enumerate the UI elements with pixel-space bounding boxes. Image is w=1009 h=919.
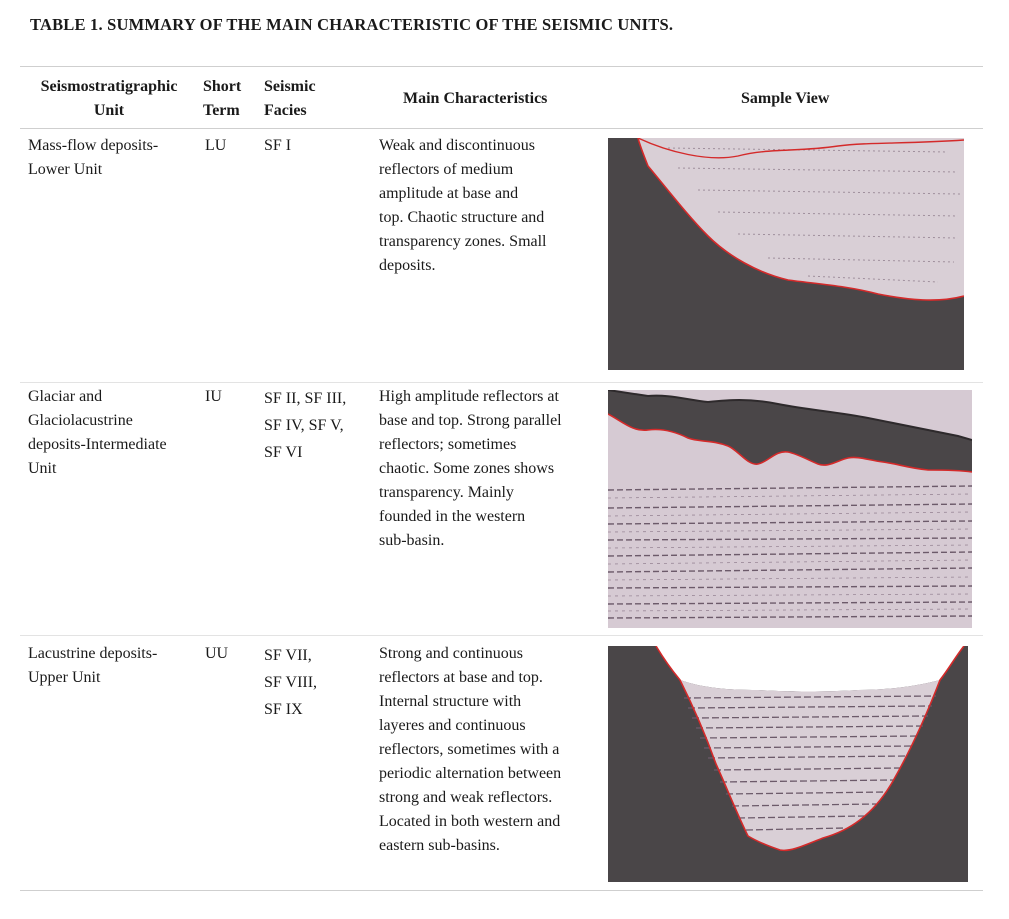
cell-line: SF II, SF III, [264,390,347,407]
cell-line: chaotic. Some zones shows [379,460,555,477]
seismic-sample-image [608,390,972,628]
cell-line: eastern sub-basins. [379,837,500,854]
cell-line: reflectors; sometimes [379,436,517,453]
cell-line: periodic alternation between [379,765,562,782]
seismic-white-top [656,646,964,692]
cell-line: strong and weak reflectors. [379,789,553,806]
cell-line: SF IX [264,701,303,718]
header-unit-line2: Unit [93,102,125,119]
cell-line: reflectors, sometimes with a [379,741,560,758]
cell-facies [264,642,317,723]
header-short-term [203,75,241,123]
cell-unit [28,385,167,481]
cell-facies [264,134,291,158]
cell-line: SF IV, SF V, [264,417,344,434]
cell-main [379,385,562,553]
cell-short-term: UU [205,645,229,662]
header-short-line2: Term [203,102,240,119]
cell-line: Lower Unit [28,161,103,178]
cell-line: Lacustrine deposits- [28,645,158,662]
cell-line: SF VIII, [264,674,318,691]
header-main-characteristics: Main Characteristics [403,90,548,107]
cell-line: reflectors at base and top. [379,669,543,686]
header-sample-view: Sample View [741,90,830,107]
cell-line: Glaciar and [28,388,103,405]
cell-main [379,134,547,278]
cell-line: SF VII, [264,647,312,664]
cell-short-term: IU [205,388,222,405]
cell-line: top. Chaotic structure and [379,209,545,226]
cell-line: Internal structure with [379,693,522,710]
cell-line: Glaciolacustrine [28,412,133,429]
cell-line: Unit [28,460,57,477]
cell-line: Mass-flow deposits- [28,137,159,154]
cell-line: Strong and continuous [379,645,523,662]
cell-line: deposits. [379,257,436,274]
cell-line: Located in both western and [379,813,561,830]
row-rule [20,382,983,383]
row-rule [20,635,983,636]
cell-line: Weak and discontinuous [379,137,536,154]
cell-unit [28,642,157,690]
cell-line: amplitude at base and [379,185,519,202]
cell-line: SF VI [264,444,303,461]
cell-line: reflectors of medium [379,161,514,178]
cell-short-term: LU [205,137,227,154]
table-bottom-rule [20,890,983,891]
cell-line: Upper Unit [28,669,101,686]
cell-line: deposits-Intermediate [28,436,167,453]
seismic-sample-image [608,138,964,370]
seismic-sample-image [608,646,968,882]
cell-line: sub-basin. [379,532,445,549]
header-short-line1: Short [203,78,242,95]
cell-unit [28,134,158,182]
cell-line: founded in the western [379,508,526,525]
cell-facies [264,385,346,466]
header-seismic-facies [264,75,316,123]
cell-line: transparency. Mainly [379,484,514,501]
table-caption: TABLE 1. SUMMARY OF THE MAIN CHARACTERISTIC OF THE SEISMIC UNITS. [30,15,674,34]
cell-line: layeres and continuous [379,717,526,734]
header-facies-line2: Facies [264,102,307,119]
header-unit-line1: Seismostratigraphic [40,78,178,95]
cell-line: High amplitude reflectors at [379,388,559,405]
cell-main [379,642,561,858]
cell-line: base and top. Strong parallel [379,412,562,429]
header-rule [20,128,983,129]
header-facies-line1: Seismic [264,78,316,95]
table-top-rule [20,66,983,67]
cell-line: SF I [264,137,292,154]
cell-line: transparency zones. Small [379,233,547,250]
header-unit [30,75,188,123]
